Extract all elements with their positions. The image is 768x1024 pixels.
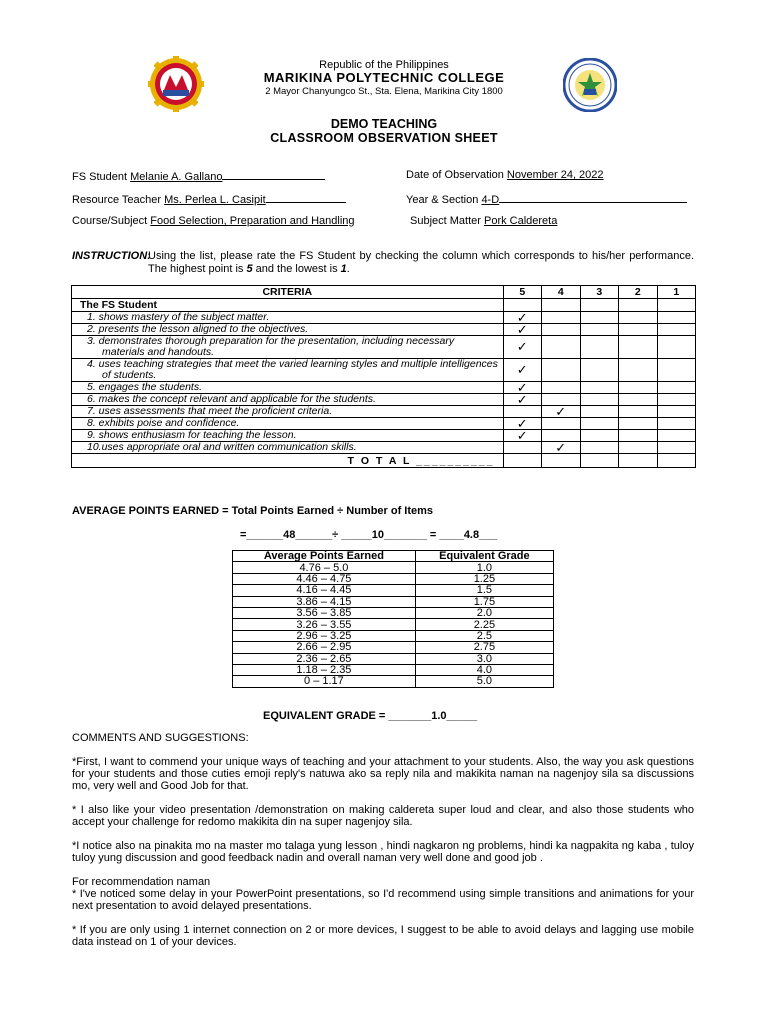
grades-row [233,630,554,641]
subject-value: Pork Caldereta [483,215,558,227]
recommendation-heading: For recommendation naman [72,876,211,888]
rating-cell-3[interactable] [580,442,619,454]
grades-row [233,585,554,596]
criteria-row [72,312,696,324]
check-icon: ✓ [516,321,528,337]
resource-label: Resource Teacher [72,194,162,206]
points-range: 3.86 – 4.15 [233,596,416,607]
rating-cell-3[interactable] [580,406,619,418]
course-field [72,215,355,227]
rating-cell-2[interactable] [619,430,658,442]
fs-student-field [72,169,325,183]
rating-cell-2[interactable] [619,418,658,430]
grade-value: 3.0 [415,653,553,664]
criteria-item-text: 9. shows enthusiasm for teaching the lesson. [72,430,504,442]
rating-cell-1[interactable] [657,442,696,454]
grade-value: 2.25 [415,619,553,630]
points-range: 2.66 – 2.95 [233,642,416,653]
grade-value: 5.0 [415,676,553,687]
grade-value: 1.25 [415,573,553,584]
check-icon: ✓ [555,439,567,455]
rating-cell-4[interactable] [542,324,581,336]
col-2: 2 [619,286,658,299]
points-range: 0 – 1.17 [233,676,416,687]
instruction-text: Using the list, please rate the FS Student by checking the column which corresponds to his/her performance. The highest point is 5 and the lowest is 1. [148,250,694,275]
comment-paragraph: *First, I want to commend your unique ways of teaching and your attachment to your students. Also, the way you ask questions for your students and those cuties emoji reply's natuwa ako sa reply nila and makikita naman na nagenjoy sila sa discussions mo, very well and Good Job for that. [72,756,694,792]
grade-value: 1.0 [415,562,553,573]
criteria-item-text: 3. demonstrates thorough preparation for the presentation, including necessary materials and handouts. [72,336,504,359]
rating-cell-2[interactable] [619,312,658,324]
rating-cell-4[interactable] [542,359,581,382]
course-value: Food Selection, Preparation and Handling [150,215,355,227]
college-address: 2 Mayor Chanyungco St., Sta. Elena, Marikina City 1800 [265,86,503,97]
points-range: 3.26 – 3.55 [233,619,416,630]
course-label: Course/Subject [72,215,148,227]
grade-value: 2.75 [415,642,553,653]
rating-cell-5[interactable] [503,359,542,382]
rating-cell-5[interactable] [503,336,542,359]
total-label: T O T A L __________ [72,454,504,468]
criteria-row [72,394,696,406]
points-range: 1.18 – 2.35 [233,664,416,675]
grades-row [233,573,554,584]
criteria-row [72,382,696,394]
rating-cell-5[interactable] [503,442,542,454]
rating-cell-2[interactable] [619,406,658,418]
republic-line: Republic of the Philippines [319,59,449,71]
col-3: 3 [580,286,619,299]
check-icon: ✓ [516,391,528,407]
rating-cell-5[interactable] [503,427,542,443]
rating-cell-4[interactable] [542,439,581,455]
page-subtitle: CLASSROOM OBSERVATION SHEET [270,131,498,145]
check-icon: ✓ [516,339,528,354]
fs-student-value: Melanie A. Gallano [130,171,223,183]
col-4: 4 [542,286,581,299]
criteria-row [72,430,696,442]
rating-cell-1[interactable] [657,418,696,430]
rating-cell-1[interactable] [657,406,696,418]
page-title: DEMO TEACHING [330,117,438,131]
criteria-subheader: The FS Student [72,299,504,312]
check-icon: ✓ [516,362,528,377]
letterhead [0,56,768,104]
grades-row [233,676,554,687]
rating-cell-4[interactable] [542,418,581,430]
rating-cell-4[interactable] [542,312,581,324]
check-icon: ✓ [516,309,528,325]
comments-section [72,732,694,960]
grades-header-points: Average Points Earned [233,551,416,562]
criteria-item-text: 4. uses teaching strategies that meet the varied learning styles and multiple intelligences of students. [72,359,504,382]
rating-cell-5[interactable] [503,321,542,337]
instruction [72,250,694,276]
rating-cell-1[interactable] [657,359,696,382]
criteria-table [71,285,696,468]
grades-row [233,653,554,664]
grades-row [233,562,554,573]
grades-row [233,642,554,653]
check-icon: ✓ [516,415,528,431]
grade-value: 1.75 [415,596,553,607]
points-range: 2.96 – 3.25 [233,630,416,641]
equivalent-grade: EQUIVALENT GRADE = _______1.0_____ [263,710,478,722]
rating-cell-1[interactable] [657,336,696,359]
check-icon: ✓ [516,379,528,395]
rating-cell-2[interactable] [619,336,658,359]
grade-value: 4.0 [415,664,553,675]
year-label: Year & Section [406,194,479,206]
grade-value: 2.5 [415,630,553,641]
year-value: 4-D [481,194,500,206]
rating-cell-2[interactable] [619,442,658,454]
col-1: 1 [657,286,696,299]
date-label: Date of Observation [406,169,504,181]
criteria-item-text: 8. exhibits poise and confidence. [72,418,504,430]
criteria-item-text: 5. engages the students. [72,382,504,394]
subject-matter-field [410,215,557,227]
rating-cell-3[interactable] [580,394,619,406]
criteria-row [72,406,696,418]
resource-teacher-field [72,192,346,206]
rating-cell-4[interactable] [542,403,581,419]
date-value: November 24, 2022 [506,169,604,181]
grades-table [232,550,554,688]
instruction-label: INSTRUCTION: [72,250,151,262]
criteria-item-text: 2. presents the lesson aligned to the objectives. [72,324,504,336]
rating-cell-2[interactable] [619,382,658,394]
rating-cell-3[interactable] [580,418,619,430]
rating-cell-3[interactable] [580,324,619,336]
grade-value: 1.5 [415,585,553,596]
criteria-row [72,418,696,430]
rating-cell-1[interactable] [657,312,696,324]
criteria-item-text: 6. makes the concept relevant and applicable for the students. [72,394,504,406]
criteria-row [72,336,696,359]
rating-cell-4[interactable] [542,336,581,359]
rating-cell-3[interactable] [580,359,619,382]
criteria-item-text: 7. uses assessments that meet the proficient criteria. [72,406,504,418]
subject-label: Subject Matter [410,215,481,227]
rating-cell-3[interactable] [580,430,619,442]
criteria-header: CRITERIA [72,286,504,299]
points-range: 2.36 – 2.65 [233,653,416,664]
points-range: 4.16 – 4.45 [233,585,416,596]
points-range: 3.56 – 3.85 [233,607,416,618]
grades-row [233,619,554,630]
grade-value: 2.0 [415,607,553,618]
grades-row [233,607,554,618]
check-icon: ✓ [516,427,528,443]
grades-row [233,664,554,675]
rating-cell-4[interactable] [542,382,581,394]
rating-cell-5[interactable] [503,391,542,407]
average-title: AVERAGE POINTS EARNED = Total Points Earned ÷ Number of Items [72,505,434,517]
rating-cell-2[interactable] [619,394,658,406]
resource-value: Ms. Perlea L. Casipit [164,194,266,206]
date-field [406,169,604,181]
rating-cell-2[interactable] [619,359,658,382]
fs-student-label: FS Student [72,171,128,183]
rating-cell-1[interactable] [657,394,696,406]
rating-cell-1[interactable] [657,430,696,442]
criteria-row [72,359,696,382]
rating-cell-3[interactable] [580,312,619,324]
criteria-row [72,324,696,336]
rating-cell-3[interactable] [580,336,619,359]
col-5: 5 [503,286,542,299]
rating-cell-3[interactable] [580,382,619,394]
year-section-field [406,192,687,206]
comment-paragraph: *I notice also na pinakita mo na master mo talaga yung lesson , hindi nagkaron ng problems, hindi ka nagpakita ng kaba , tuloy tuloy yung discussion and good feedback nadin and overall naman very well done and good job . [72,840,694,864]
grades-header-grade: Equivalent Grade [415,551,553,562]
criteria-item-text: 1. shows mastery of the subject matter. [72,312,504,324]
comment-paragraph: * I also like your video presentation /demonstration on making caldereta super loud and clear, and also those students who accept your challenge for redomo makikita din na super nagenjoy sila. [72,804,694,828]
rating-cell-1[interactable] [657,324,696,336]
check-icon: ✓ [555,403,567,419]
criteria-item-text: 10.uses appropriate oral and written communication skills. [72,442,504,454]
rating-cell-2[interactable] [619,324,658,336]
comments-heading: COMMENTS AND SUGGESTIONS: [72,732,249,744]
points-range: 4.46 – 4.75 [233,573,416,584]
grades-row [233,596,554,607]
comment-paragraph: * I've noticed some delay in your PowerPoint presentations, so I'd recommend using simple transitions and animations for your next presentation to avoid delayed presentations. [72,888,694,912]
rating-cell-1[interactable] [657,382,696,394]
comment-paragraph: * If you are only using 1 internet connection on 2 or more devices, I suggest to be able to avoid delays and lagging use mobile data instead on 1 of your devices. [72,924,694,948]
criteria-row [72,442,696,454]
points-range: 4.76 – 5.0 [233,562,416,573]
college-name: MARIKINA POLYTECHNIC COLLEGE [263,70,505,85]
average-equation: =______48______÷ _____10_______ = ____4.8___ [240,529,498,541]
